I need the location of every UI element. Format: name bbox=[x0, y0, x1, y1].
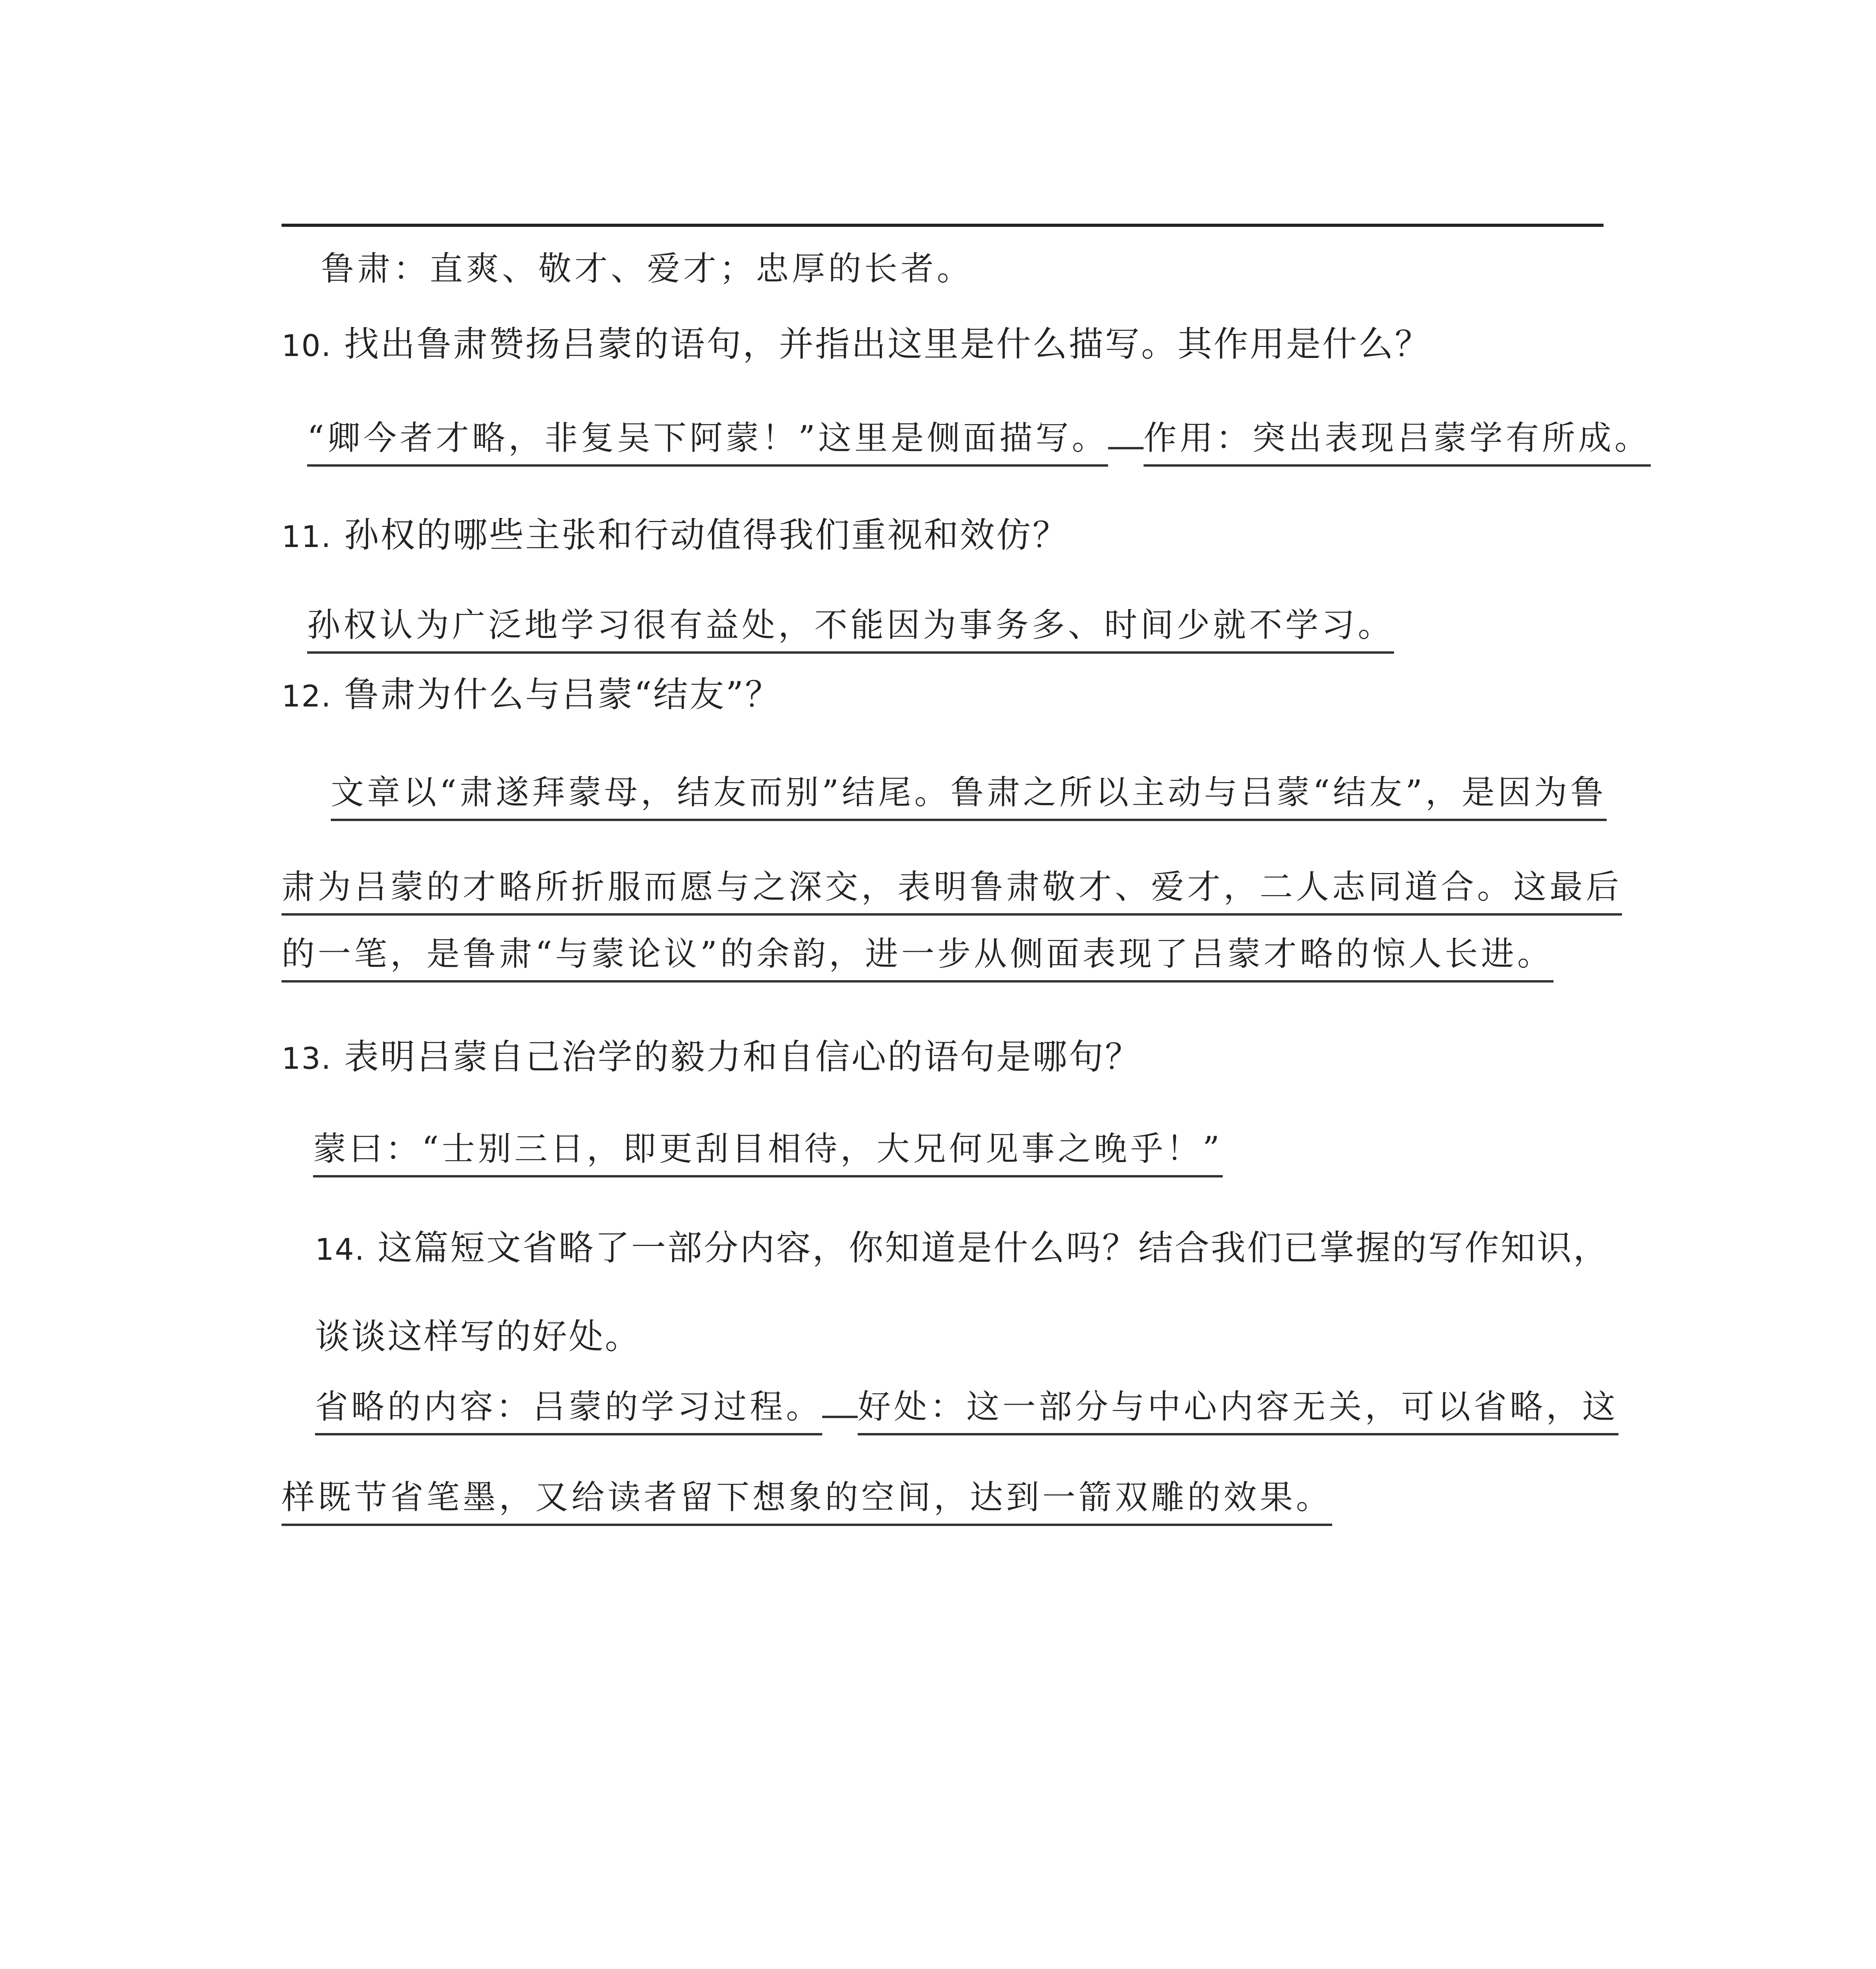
answer-13: 蒙曰：“士别三日，即更刮目相待，大兄何见事之晚乎！” bbox=[313, 1132, 1223, 1165]
question-11 bbox=[282, 515, 1069, 555]
question-text: 找出鲁肃赞扬吕蒙的语句，并指出这里是什么描写。其作用是什么？ bbox=[344, 324, 1431, 364]
question-text: 表明吕蒙自己治学的毅力和自信心的语句是哪句？ bbox=[344, 1036, 1141, 1077]
answer-9: 鲁肃：直爽、敬才、爱才；忠厚的长者。 bbox=[321, 249, 973, 288]
answer-14-line-2: 样既节省笔墨，又给读者留下想象的空间，达到一箭双雕的效果。 bbox=[282, 1481, 1332, 1514]
answer-14-line-1: 省略的内容：吕蒙的学习过程。 好处：这一部分与中心内容无关，可以省略，这 bbox=[315, 1390, 1618, 1423]
answer-12-line-3: 的一笔，是鲁肃“与蒙论议”的余韵，进一步从侧面表现了吕蒙才略的惊人长进。 bbox=[282, 937, 1553, 970]
question-number: 11. bbox=[282, 519, 332, 554]
question-10 bbox=[282, 324, 1431, 364]
header-rule bbox=[282, 224, 1603, 227]
question-text: 孙权的哪些主张和行动值得我们重视和效仿？ bbox=[344, 515, 1069, 555]
question-12 bbox=[282, 674, 781, 715]
question-text: 鲁肃为什么与吕蒙“结友”？ bbox=[344, 674, 781, 715]
answer-10: “卿今者才略，非复吴下阿蒙！”这里是侧面描写。 作用：突出表现吕蒙学有所成。 bbox=[307, 421, 1651, 454]
question-number: 13. bbox=[282, 1041, 332, 1076]
answer-12-line-1: 文章以“肃遂拜蒙母，结友而别”结尾。鲁肃之所以主动与吕蒙“结友”，是因为鲁 bbox=[331, 776, 1607, 809]
question-number: 12. bbox=[282, 679, 332, 714]
question-number: 10. bbox=[282, 328, 332, 363]
answer-12-line-2: 肃为吕蒙的才略所折服而愿与之深交，表明鲁肃敬才、爱才，二人志同道合。这最后 bbox=[282, 870, 1622, 903]
question-13 bbox=[282, 1036, 1141, 1077]
question-14-line-2: 谈谈这样写的好处。 bbox=[315, 1316, 641, 1357]
question-number: 14. bbox=[315, 1232, 365, 1267]
question-text: 这篇短文省略了一部分内容，你知道是什么吗？结合我们已掌握的写作知识， bbox=[377, 1227, 1609, 1268]
answer-11: 孙权认为广泛地学习很有益处，不能因为事务多、时间少就不学习。 bbox=[307, 608, 1394, 642]
question-14 bbox=[315, 1227, 1609, 1268]
